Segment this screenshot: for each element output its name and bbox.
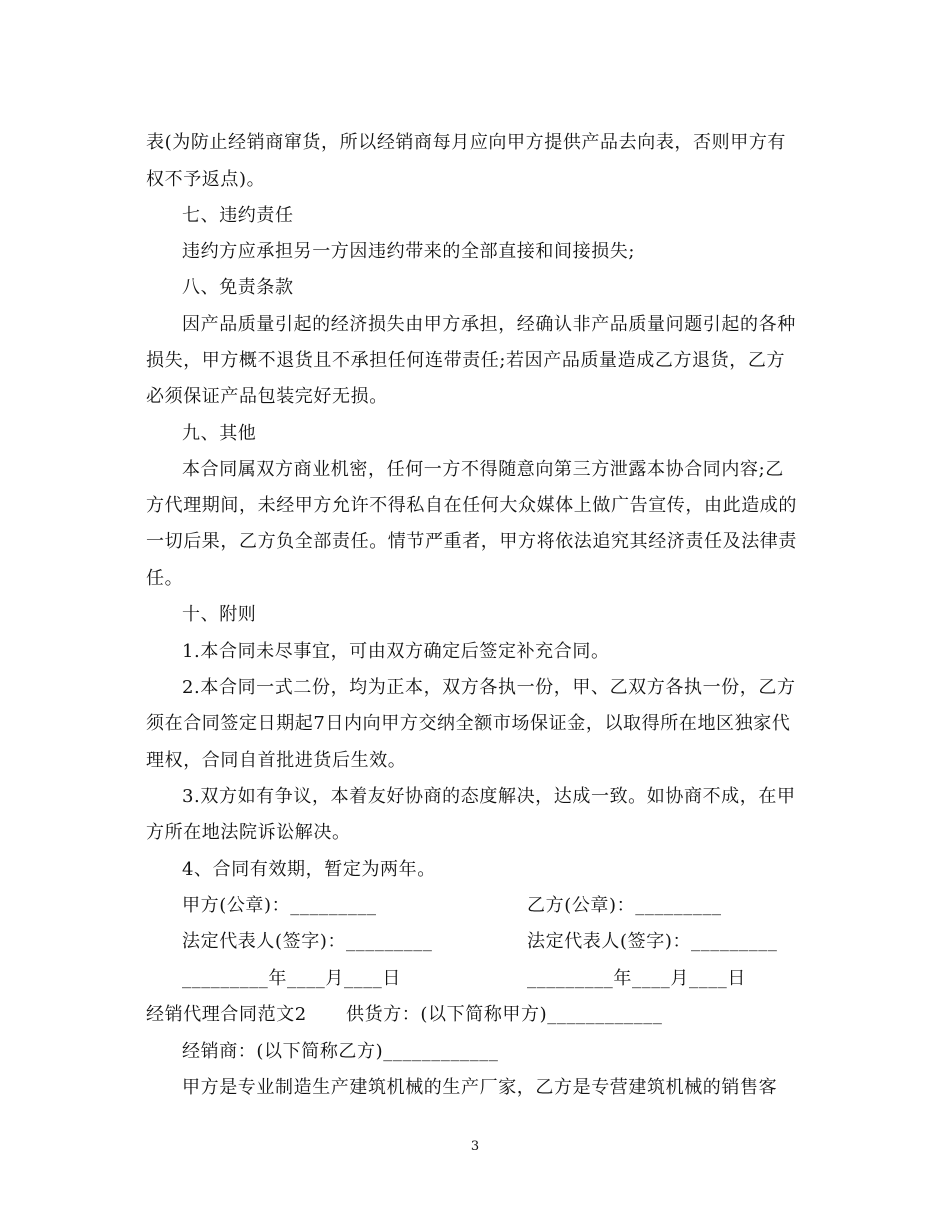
page-number: 3: [470, 1139, 480, 1154]
distributor-line: 经销商：(以下简称乙方)____________: [182, 1041, 499, 1062]
body-text-line: 一切后果，乙方负全部责任。情节严重者，甲方将依法追究其经济责任及法律责: [146, 531, 797, 552]
body-text-line: 任。: [146, 568, 184, 589]
section-heading: 七、违约责任: [182, 205, 294, 226]
next-document-title: 经销代理合同范文2: [146, 1004, 307, 1025]
section-heading: 十、附则: [182, 604, 257, 625]
body-text-line: 1.本合同未尽事宜，可由双方确定后签定补充合同。: [182, 641, 610, 662]
body-text-line: 4、合同有效期，暂定为两年。: [182, 859, 436, 880]
body-text-line: 方代理期间，未经甲方允许不得私自在任何大众媒体上做广告宣传，由此造成的: [146, 495, 797, 516]
party-a-date: _________年____月____日: [182, 968, 401, 989]
body-text-line: 权不予返点)。: [146, 169, 266, 190]
supplier-line: 供货方：(以下简称甲方)____________: [346, 1004, 663, 1025]
body-text-line: 必须保证产品包装完好无损。: [146, 386, 388, 407]
party-a-seal: 甲方(公章)：_________: [182, 895, 377, 916]
body-text-line: 违约方应承担另一方因违约带来的全部直接和间接损失;: [182, 241, 636, 262]
body-text-line: 2.本合同一式二份，均为正本，双方各执一份，甲、乙双方各执一份，乙方: [182, 677, 796, 698]
party-b-representative: 法定代表人(签字)：_________: [527, 931, 778, 952]
party-b-date: _________年____月____日: [527, 968, 746, 989]
party-a-representative: 法定代表人(签字)：_________: [182, 931, 433, 952]
body-text-line: 方所在地法院诉讼解决。: [146, 822, 351, 843]
section-heading: 八、免责条款: [182, 277, 294, 298]
body-text-line: 因产品质量引起的经济损失由甲方承担，经确认非产品质量问题引起的各种: [182, 314, 796, 335]
body-text-line: 须在合同签定日期起7日内向甲方交纳全额市场保证金，以取得所在地区独家代: [146, 713, 791, 734]
party-b-seal: 乙方(公章)：_________: [527, 895, 722, 916]
body-text-line: 表(为防止经销商窜货，所以经销商每月应向甲方提供产品去向表，否则甲方有: [146, 132, 787, 153]
body-text-line: 理权，合同自首批进货后生效。: [146, 750, 407, 771]
body-text-line: 甲方是专业制造生产建筑机械的生产厂家，乙方是专营建筑机械的销售客: [182, 1077, 778, 1098]
section-heading: 九、其他: [182, 423, 257, 444]
body-text-line: 损失，甲方概不退货且不承担任何连带责任;若因产品质量造成乙方退货，乙方: [146, 350, 786, 371]
body-text-line: 本合同属双方商业机密，任何一方不得随意向第三方泄露本协合同内容;乙: [182, 459, 784, 480]
body-text-line: 3.双方如有争议，本着友好协商的态度解决，达成一致。如协商不成，在甲: [182, 786, 796, 807]
